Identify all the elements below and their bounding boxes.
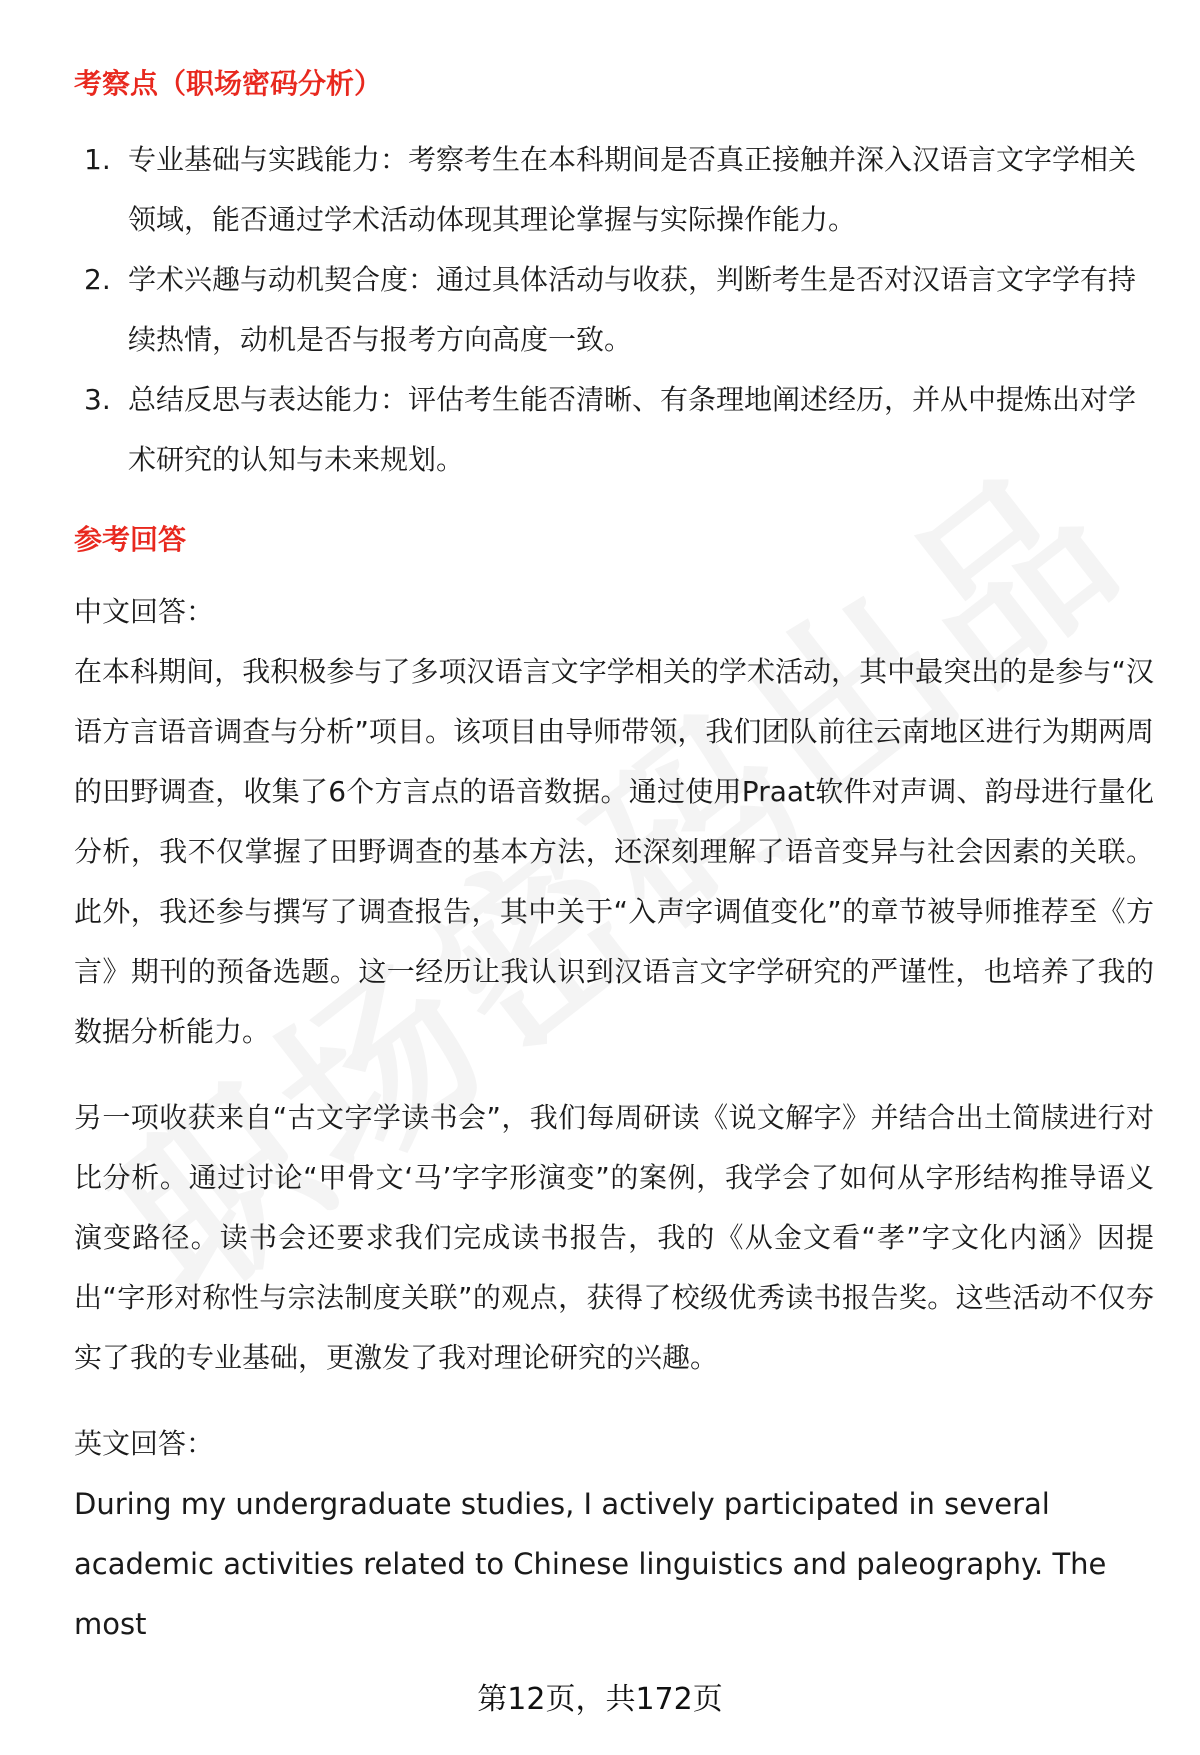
list-item-number: 3. — [84, 383, 111, 416]
list-item — [74, 130, 1154, 250]
list-item — [74, 250, 1154, 370]
list-item-text: 总结反思与表达能力：评估考生能否清晰、有条理地阐述经历，并从中提炼出对学术研究的认知与未来规划。 — [128, 383, 1137, 476]
chinese-answer-label: 中文回答： — [74, 595, 215, 628]
section-heading-exam-points: 考察点（职场密码分析） — [74, 67, 383, 100]
list-item-text: 专业基础与实践能力：考察考生在本科期间是否真正接触并深入汉语言文字学相关领域，能否通过学术活动体现其理论掌握与实际操作能力。 — [128, 143, 1137, 236]
document-page — [74, 50, 1154, 1654]
english-answer-label: 英文回答： — [74, 1427, 215, 1460]
list-item-number: 2. — [84, 263, 111, 296]
list-item-number: 1. — [84, 143, 111, 176]
list-item-text: 学术兴趣与动机契合度：通过具体活动与收获，判断考生是否对汉语言文字学有持续热情，动机是否与报考方向高度一致。 — [128, 263, 1137, 356]
chinese-answer-paragraph-1: 在本科期间，我积极参与了多项汉语言文字学相关的学术活动，其中最突出的是参与“汉语方言语音调查与分析”项目。该项目由导师带领，我们团队前往云南地区进行为期两周的田野调查，收集了6个方言点的语音数据。通过使用Praat软件对声调、韵母进行量化分析，我不仅掌握了田野调查的基本方法，还深刻理解了语音变异与社会因素的关联。此外，我还参与撰写了调查报告，其中关于“入声字调值变化”的章节被导师推荐至《方言》期刊的预备选题。这一经历让我认识到汉语言文字学研究的严谨性，也培养了我的数据分析能力。 — [74, 655, 1154, 1048]
chinese-answer-paragraph-2: 另一项收获来自“古文字学读书会”，我们每周研读《说文解字》并结合出土简牍进行对比分析。通过讨论“甲骨文‘马’字字形演变”的案例，我学会了如何从字形结构推导语义演变路径。读书会还要求我们完成读书报告，我的《从金文看“孝”字文化内涵》因提出“字形对称性与宗法制度关联”的观点，获得了校级优秀读书报告奖。这些活动不仅夯实了我的专业基础，更激发了我对理论研究的兴趣。 — [74, 1101, 1154, 1374]
list-item — [74, 370, 1154, 490]
english-answer-paragraph-1: During my undergraduate studies, I actively participated in several academic activities related to Chinese linguistics and paleography. The most — [74, 1487, 1107, 1641]
exam-points-list — [74, 130, 1154, 490]
section-heading-reference-answer: 参考回答 — [74, 523, 187, 556]
page-number-footer: 第12页，共172页 — [477, 1682, 723, 1717]
